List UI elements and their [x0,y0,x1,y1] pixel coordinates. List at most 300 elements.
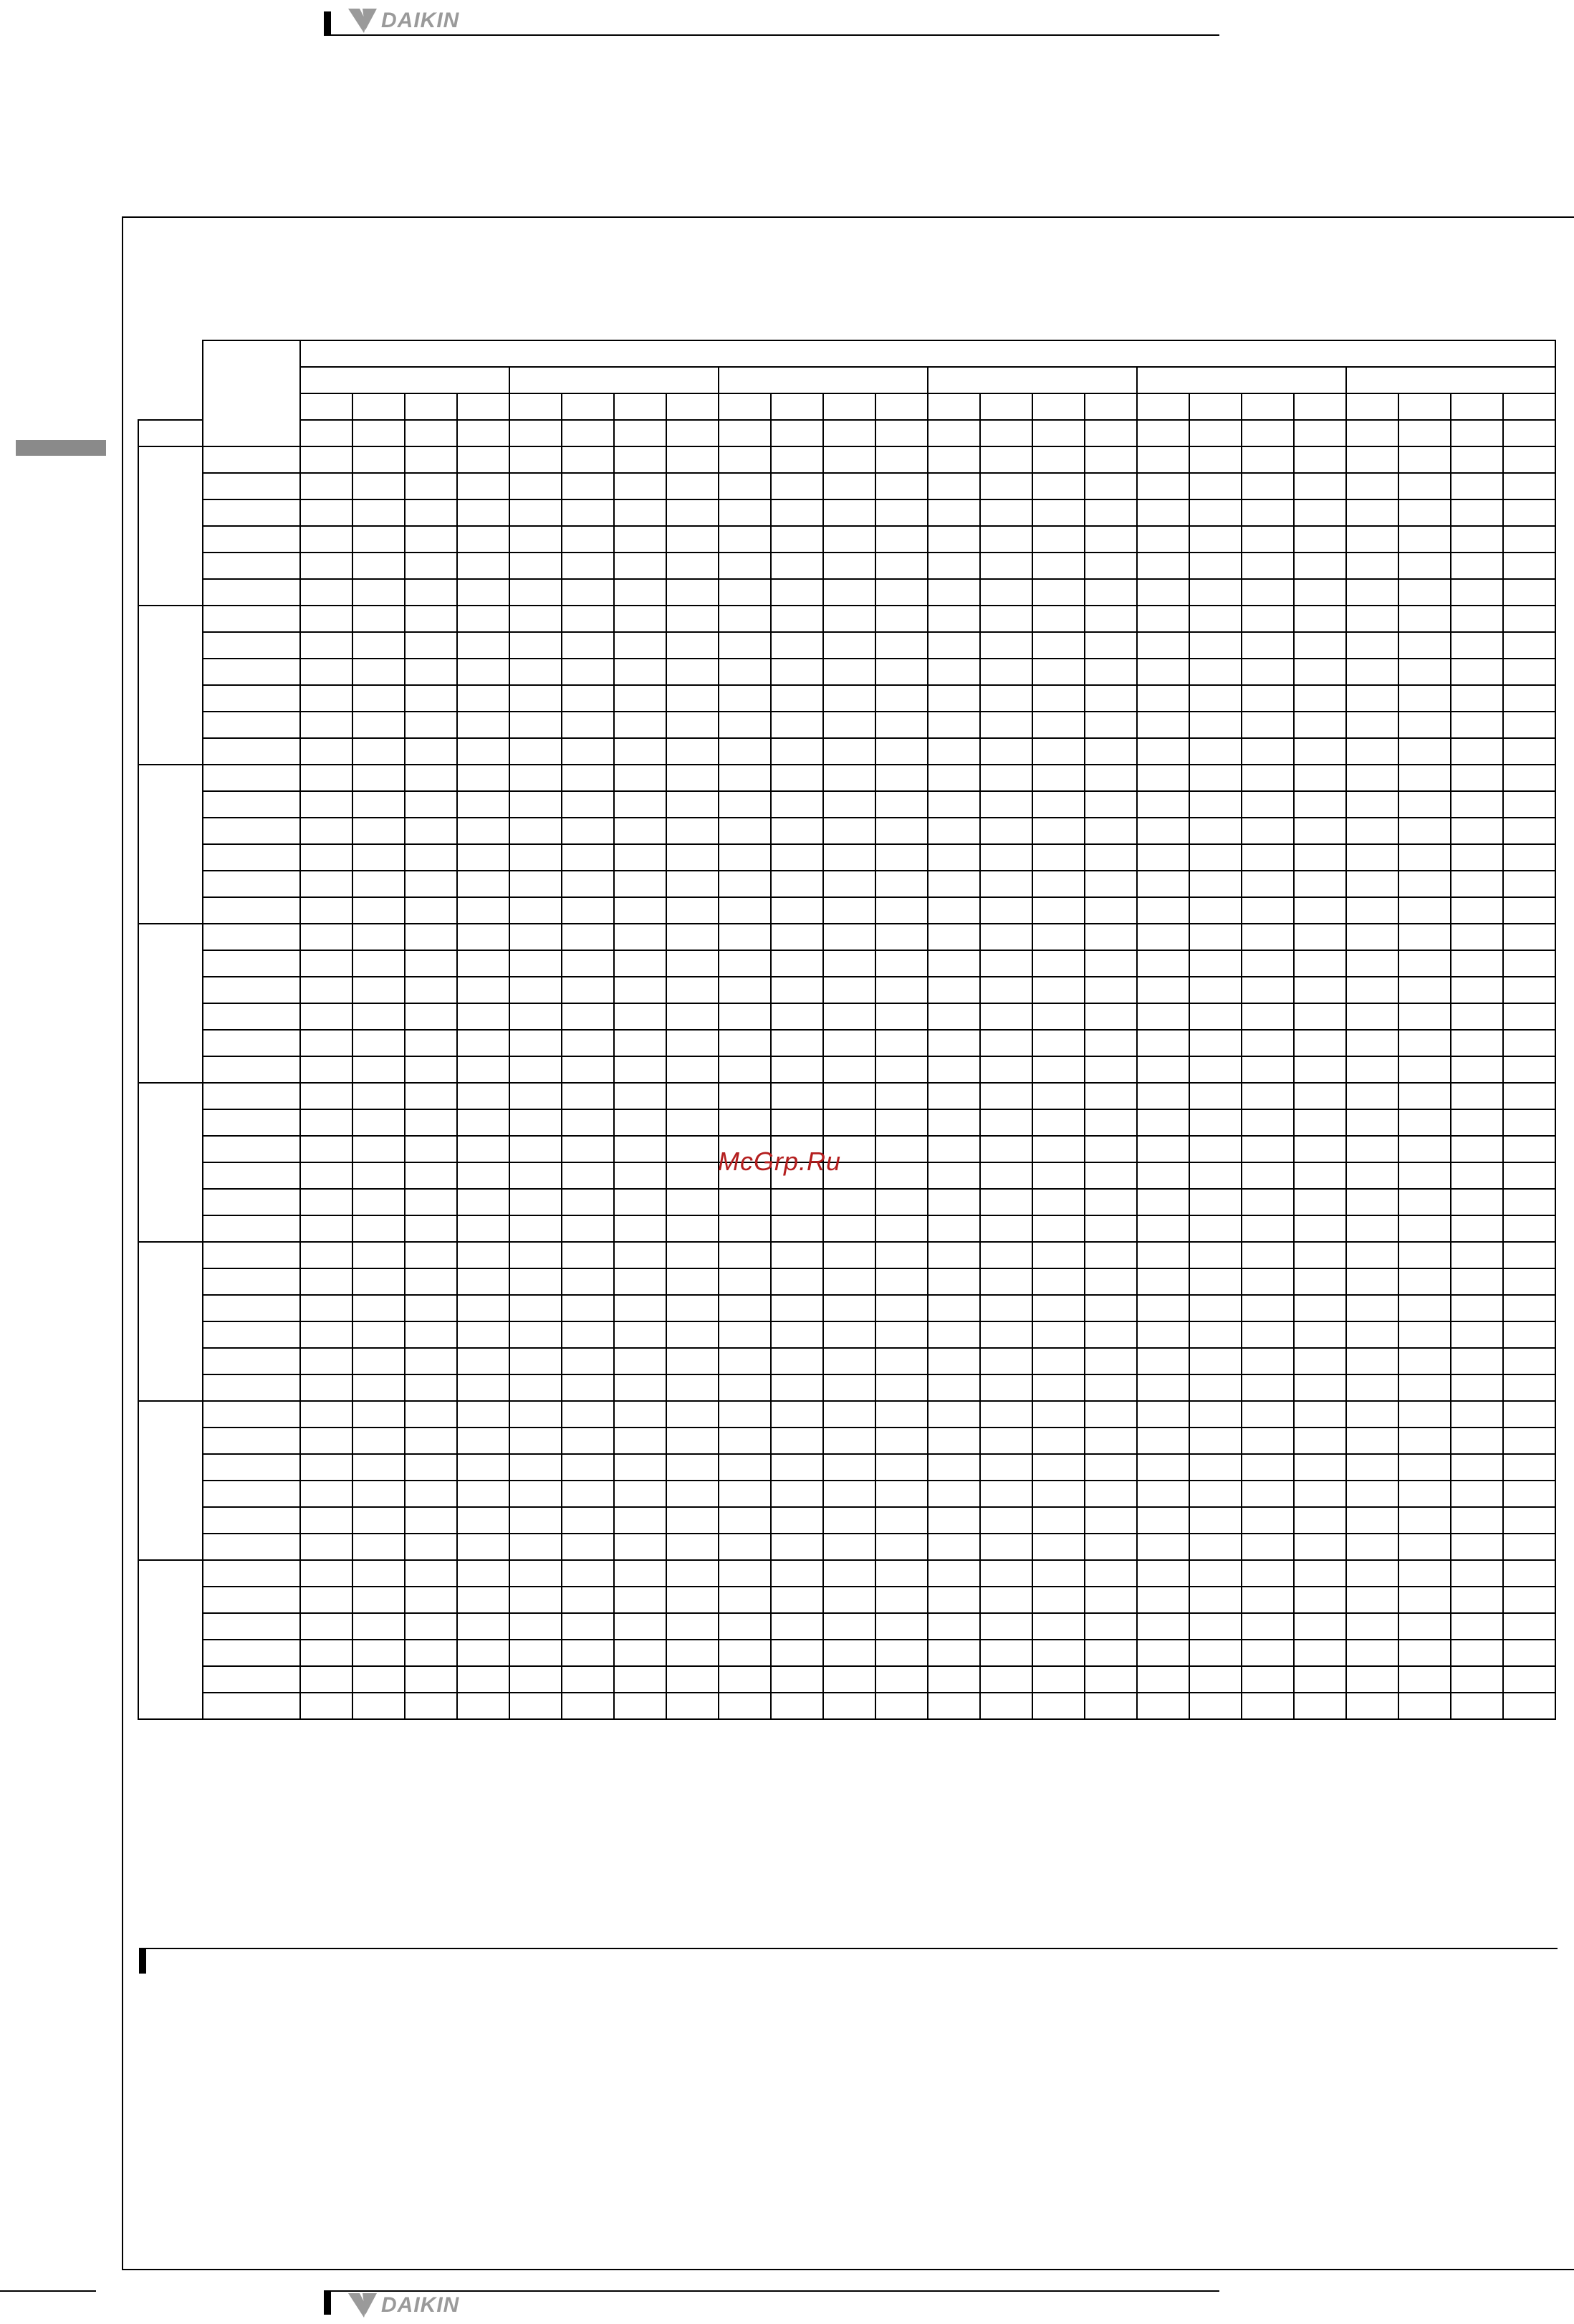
table-cell [771,712,823,738]
table-cell [1346,1454,1398,1481]
table-cell [980,1295,1032,1321]
table-row [138,765,1555,791]
table-cell [1032,1295,1085,1321]
table-cell [405,1109,457,1136]
table-cell [666,1560,719,1587]
table-row [138,1481,1555,1507]
table-cell [823,1560,875,1587]
unit-cell [1294,420,1346,446]
table-cell [457,1268,509,1295]
table-cell [509,1348,562,1374]
table-cell [875,897,928,924]
table-cell [1346,606,1398,632]
block-label-cell [138,924,203,1083]
table-row [138,446,1555,473]
table-cell [300,659,352,685]
table-cell [1294,1401,1346,1428]
table-cell [1451,712,1503,738]
table-cell [980,712,1032,738]
table-cell [771,606,823,632]
column-subheader [666,393,719,420]
table-cell [875,1030,928,1056]
table-cell [666,818,719,844]
table-cell [1242,1640,1294,1666]
table-cell [1137,1454,1189,1481]
table-cell [771,1428,823,1454]
table-cell [352,499,405,526]
table-cell [823,1321,875,1348]
table-cell [352,1560,405,1587]
table-cell [1032,685,1085,712]
table-cell [1294,526,1346,553]
table-cell [1294,791,1346,818]
table-cell [1346,1613,1398,1640]
table-cell [1189,1136,1242,1162]
table-cell [1242,659,1294,685]
table-cell [1398,1401,1451,1428]
table-cell [509,1534,562,1560]
table-cell [1294,1640,1346,1666]
table-cell [666,738,719,765]
table-cell [1242,1083,1294,1109]
table-cell [1137,1507,1189,1534]
table-cell [1294,1083,1346,1109]
table-cell [614,1136,666,1162]
table-cell [1189,1534,1242,1560]
table-cell [719,738,771,765]
table-cell [1451,1613,1503,1640]
table-cell [771,579,823,606]
table-cell [771,1189,823,1215]
table-cell [300,1056,352,1083]
table-cell [1137,1030,1189,1056]
table-cell [928,1109,980,1136]
table-row [138,1454,1555,1481]
table-cell [1398,1693,1451,1719]
table-cell [980,1693,1032,1719]
table-cell [1189,1374,1242,1401]
table-cell [823,446,875,473]
table-cell [980,1136,1032,1162]
table-row [138,632,1555,659]
table-cell [1346,1189,1398,1215]
table-cell [457,499,509,526]
table-cell [823,871,875,897]
table-cell [614,1374,666,1401]
table-cell [1451,526,1503,553]
table-cell [457,659,509,685]
table-cell [666,924,719,950]
table-cell [509,1693,562,1719]
table-cell [405,1507,457,1534]
table-cell [562,712,614,738]
table-cell [1189,473,1242,499]
table-cell [352,1321,405,1348]
table-cell [1294,1454,1346,1481]
table-cell [352,606,405,632]
table-cell [1242,791,1294,818]
row-label-cell [203,712,300,738]
column-subheader [1398,393,1451,420]
table-cell [562,1109,614,1136]
table-cell [875,526,928,553]
row-label-cell [203,1003,300,1030]
table-cell [457,977,509,1003]
table-cell [509,1640,562,1666]
table-cell [405,1666,457,1693]
table-cell [1503,1162,1555,1189]
table-cell [928,1268,980,1295]
table-cell [771,1030,823,1056]
table-cell [1085,446,1137,473]
table-cell [1398,1640,1451,1666]
table-cell [1085,844,1137,871]
daikin-logo-icon [348,2293,377,2318]
table-cell [1346,473,1398,499]
table-cell [1032,950,1085,977]
table-cell [1503,1613,1555,1640]
unit-cell [771,420,823,446]
table-cell [509,1454,562,1481]
table-cell [1137,950,1189,977]
table-cell [1189,1109,1242,1136]
table-cell [823,950,875,977]
table-row [138,1613,1555,1640]
column-subheader [1085,393,1137,420]
table-cell [980,1587,1032,1613]
table-cell [614,950,666,977]
table-cell [1503,977,1555,1003]
unit-cell [457,420,509,446]
table-cell [1189,1560,1242,1587]
block-label-cell [138,1242,203,1401]
table-cell [614,897,666,924]
table-cell [562,1507,614,1534]
table-cell [1189,1348,1242,1374]
table-cell [1294,765,1346,791]
table-cell [1189,950,1242,977]
table-cell [666,871,719,897]
table-cell [1032,499,1085,526]
table-cell [1032,738,1085,765]
table-cell [1137,1162,1189,1189]
column-subheader [1451,393,1503,420]
table-row [138,1640,1555,1666]
table-cell [1503,499,1555,526]
table-cell [719,1613,771,1640]
table-cell [1085,1268,1137,1295]
table-cell [1346,1348,1398,1374]
table-cell [405,1693,457,1719]
table-cell [405,1215,457,1242]
table-cell [1137,1640,1189,1666]
table-row [138,473,1555,499]
table-cell [1085,473,1137,499]
table-cell [1189,1640,1242,1666]
table-cell [405,1374,457,1401]
table-row [138,1534,1555,1560]
table-cell [1137,977,1189,1003]
table-cell [666,1613,719,1640]
table-cell [1294,1348,1346,1374]
table-cell [875,1374,928,1401]
table-cell [1137,606,1189,632]
column-group-header [300,367,509,393]
data-table [138,340,1556,1720]
table-cell [928,1640,980,1666]
table-cell [1451,1401,1503,1428]
table-cell [1451,871,1503,897]
table-cell [1503,738,1555,765]
table-cell [1503,1454,1555,1481]
table-cell [1242,553,1294,579]
table-cell [1398,1268,1451,1295]
table-cell [875,1640,928,1666]
corner-blank [138,340,203,367]
table-cell [823,1295,875,1321]
table-cell [1503,526,1555,553]
table-cell [928,526,980,553]
table-cell [1085,791,1137,818]
table-cell [1451,844,1503,871]
table-row [138,1428,1555,1454]
table-cell [1085,1640,1137,1666]
table-cell [562,1454,614,1481]
table-cell [719,1666,771,1693]
table-cell [1085,1003,1137,1030]
table-cell [1242,1295,1294,1321]
table-cell [1398,1587,1451,1613]
table-cell [980,977,1032,1003]
table-cell [300,818,352,844]
column-subheader [1294,393,1346,420]
table-cell [928,632,980,659]
table-cell [614,1428,666,1454]
table-cell [562,579,614,606]
table-cell [666,473,719,499]
table-cell [1346,553,1398,579]
table-cell [980,1030,1032,1056]
table-cell [719,446,771,473]
table-cell [509,1109,562,1136]
block-label-cell [138,1560,203,1719]
column-subheader [457,393,509,420]
table-cell [1085,685,1137,712]
table-cell [1242,897,1294,924]
table-cell [928,1693,980,1719]
table-cell [719,1640,771,1666]
table-cell [1085,1215,1137,1242]
table-cell [980,1481,1032,1507]
table-cell [509,738,562,765]
table-cell [875,818,928,844]
table-cell [1085,1534,1137,1560]
table-cell [1189,659,1242,685]
table-cell [1294,473,1346,499]
table-cell [562,1640,614,1666]
unit-cell [562,420,614,446]
table-cell [1398,1189,1451,1215]
table-cell [980,1507,1032,1534]
table-cell [666,1056,719,1083]
table-cell [666,553,719,579]
table-cell [1398,1136,1451,1162]
table-cell [666,446,719,473]
table-cell [1242,1162,1294,1189]
table-cell [1294,712,1346,738]
table-cell [1346,1242,1398,1268]
table-cell [928,1534,980,1560]
table-cell [562,1428,614,1454]
table-cell [457,1587,509,1613]
table-cell [352,1295,405,1321]
table-cell [1451,897,1503,924]
column-group-header [1137,367,1346,393]
table-cell [875,1109,928,1136]
table-cell [352,844,405,871]
table-cell [562,499,614,526]
row-label-cell [203,473,300,499]
table-cell [1137,473,1189,499]
table-cell [771,1693,823,1719]
table-cell [1398,1613,1451,1640]
table-cell [352,1374,405,1401]
table-cell [1189,1454,1242,1481]
table-cell [1398,1534,1451,1560]
table-cell [1503,1693,1555,1719]
table-cell [1085,1295,1137,1321]
table-cell [980,1454,1032,1481]
table-cell [300,446,352,473]
table-cell [823,1534,875,1560]
table-cell [771,1507,823,1534]
table-cell [875,844,928,871]
table-cell [771,1348,823,1374]
table-cell [562,1374,614,1401]
table-cell [1085,977,1137,1003]
row-label-cell [203,1030,300,1056]
table-cell [666,1374,719,1401]
table-cell [457,1030,509,1056]
table-cell [614,1083,666,1109]
table-cell [352,1003,405,1030]
table-cell [457,1136,509,1162]
table-cell [875,1003,928,1030]
row-label-cell [203,1666,300,1693]
table-cell [1294,1189,1346,1215]
table-cell [1032,1534,1085,1560]
table-cell [405,446,457,473]
table-cell [1189,738,1242,765]
table-cell [405,897,457,924]
table-cell [1242,606,1294,632]
table-cell [457,1321,509,1348]
table-cell [1085,1083,1137,1109]
table-cell [1503,685,1555,712]
table-cell [405,871,457,897]
table-cell [1189,1242,1242,1268]
table-cell [562,924,614,950]
table-cell [1398,1003,1451,1030]
table-cell [771,791,823,818]
table-cell [509,553,562,579]
table-cell [614,844,666,871]
table-cell [1137,553,1189,579]
table-cell [300,1640,352,1666]
table-cell [928,791,980,818]
table-cell [928,897,980,924]
table-cell [928,1215,980,1242]
table-cell [352,1030,405,1056]
table-cell [928,446,980,473]
table-cell [928,553,980,579]
table-cell [300,765,352,791]
table-cell [1189,1481,1242,1507]
table-cell [1451,606,1503,632]
table-cell [300,924,352,950]
table-cell [875,1242,928,1268]
table-cell [509,499,562,526]
table-cell [719,632,771,659]
table-row [138,924,1555,950]
table-cell [875,1268,928,1295]
table-cell [614,1348,666,1374]
table-cell [719,1507,771,1534]
table-cell [1242,1428,1294,1454]
table-cell [352,659,405,685]
table-cell [771,526,823,553]
table-cell [875,950,928,977]
table-cell [1451,765,1503,791]
table-cell [352,712,405,738]
table-cell [1242,924,1294,950]
table-cell [457,1534,509,1560]
table-cell [1189,1215,1242,1242]
table-cell [1189,1162,1242,1189]
table-cell [1242,1560,1294,1587]
table-cell [1242,1693,1294,1719]
table-cell [509,1003,562,1030]
table-cell [1346,1587,1398,1613]
table-cell [1294,1587,1346,1613]
table-cell [719,1481,771,1507]
table-cell [509,1428,562,1454]
table-cell [457,712,509,738]
column-subheader [1137,393,1189,420]
table-cell [1242,844,1294,871]
table-cell [614,473,666,499]
table-cell [1451,1162,1503,1189]
table-cell [771,1613,823,1640]
table-cell [405,818,457,844]
table-cell [875,499,928,526]
table-cell [1451,1640,1503,1666]
table-cell [352,1189,405,1215]
table-cell [1398,1030,1451,1056]
table-cell [1137,1401,1189,1428]
table-cell [719,1295,771,1321]
table-cell [719,977,771,1003]
table-cell [1294,1030,1346,1056]
table-cell [457,1401,509,1428]
column-super-header [300,340,1555,367]
table-cell [1398,659,1451,685]
row-label-cell [203,1401,300,1428]
table-cell [1398,1374,1451,1401]
table-row [138,1109,1555,1136]
table-cell [1189,1030,1242,1056]
table-cell [719,685,771,712]
